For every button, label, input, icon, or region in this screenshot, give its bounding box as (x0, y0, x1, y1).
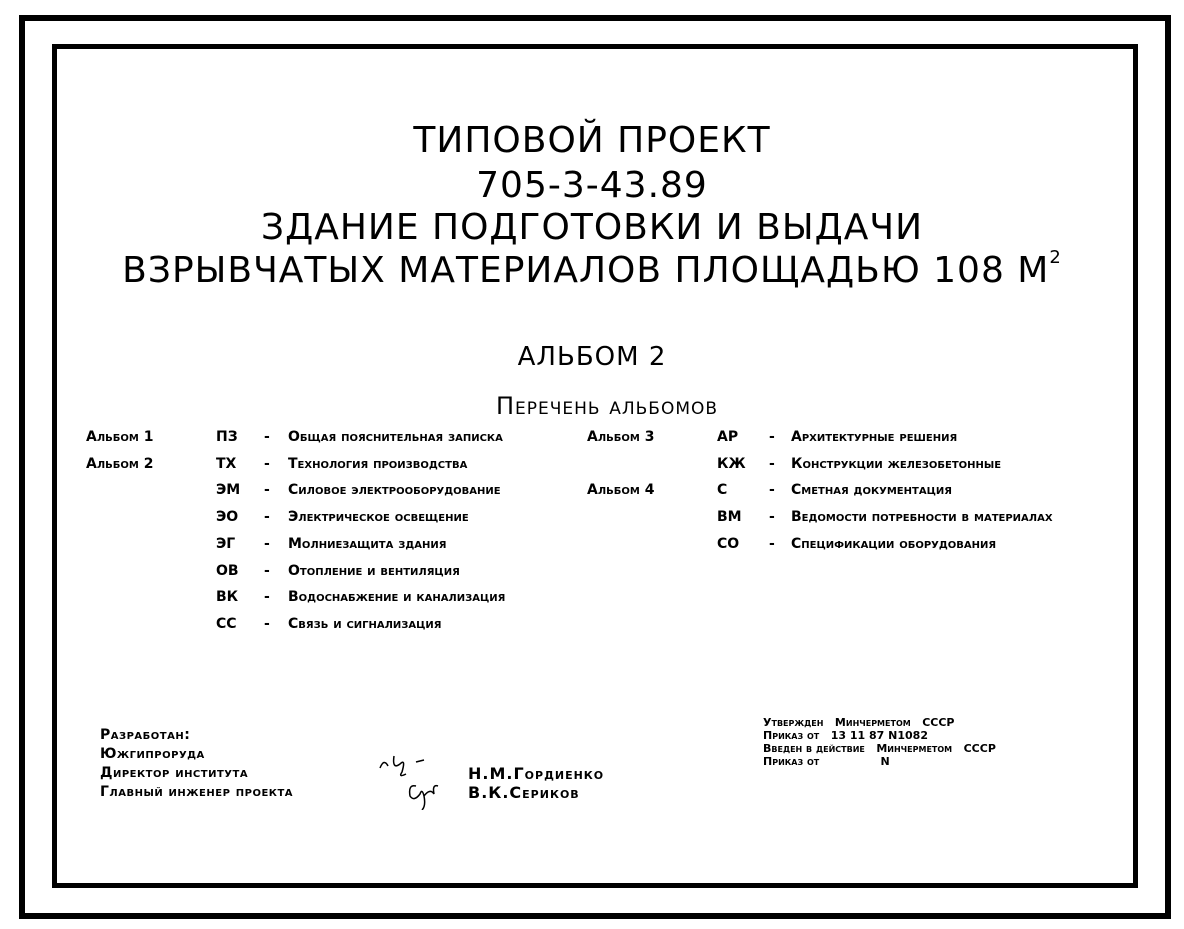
developer-heading: Разработан: (100, 727, 191, 743)
approval-line2: Приказ от 13 11 87 N1082 (763, 729, 928, 742)
list-code: С (717, 482, 728, 499)
list-description: Технология производства (288, 455, 468, 472)
signature-director (380, 756, 424, 776)
title-building-line2 (0, 247, 1184, 291)
list-dash: - (264, 509, 270, 526)
developer-block (100, 726, 293, 802)
list-dash: - (264, 615, 270, 632)
signature-engineer (410, 786, 438, 810)
list-description: Молниезащита здания (288, 535, 447, 552)
list-description: Архитектурные решения (791, 429, 958, 445)
director-name: Н.М.Гордиенко (468, 764, 605, 783)
title-project-type: ТИПОВОЙ ПРОЕКТ (413, 120, 771, 161)
list-dash: - (769, 509, 775, 526)
list-description: Силовое электрооборудование (288, 482, 501, 499)
list-dash: - (769, 535, 775, 552)
list-album-label: Альбом 4 (587, 482, 655, 499)
list-code: СС (216, 615, 237, 632)
developer-chief-engineer-title: Главный инженер проекта (100, 784, 294, 800)
list-description: Электрическое освещение (288, 509, 469, 526)
developer-org: Южгипроруда (100, 746, 205, 762)
list-album-label: Альбом 3 (587, 429, 655, 445)
list-code: КЖ (717, 455, 746, 472)
list-code: ЭМ (216, 482, 241, 499)
title-building-line2-text: ВЗРЫВЧАТЫХ МАТЕРИАЛОВ ПЛОЩАДЬЮ 108 М (122, 250, 1050, 291)
list-code: ОВ (216, 562, 239, 579)
list-description: Конструкции железобетонные (791, 455, 1002, 472)
approval-block (763, 716, 996, 768)
list-dash: - (264, 482, 270, 499)
signatures-image (372, 748, 452, 810)
album-label: АЛЬБОМ 2 (517, 342, 667, 372)
list-heading: Перечень альбомов (495, 392, 719, 420)
list-dash: - (264, 589, 270, 606)
list-dash: - (769, 482, 775, 499)
list-description: Отопление и вентиляция (288, 562, 460, 579)
list-description: Спецификации оборудования (791, 535, 997, 552)
list-code: ЭГ (216, 535, 236, 552)
list-description: Общая пояснительная записка (288, 429, 503, 445)
list-description: Ведомости потребности в материалах (791, 509, 1053, 526)
list-album-label: Альбом 1 (86, 429, 154, 445)
developer-names (468, 764, 604, 802)
list-description: Связь и сигнализация (288, 615, 442, 632)
approval-line1: Утвержден Минчерметом СССР (763, 716, 955, 729)
list-code: ЭО (216, 509, 239, 526)
list-dash: - (769, 455, 775, 472)
title-superscript: 2 (1049, 247, 1062, 268)
list-code: ПЗ (216, 429, 238, 445)
list-dash: - (264, 535, 270, 552)
list-dash: - (264, 562, 270, 579)
approval-line3: Введен в действие Минчерметом СССР (763, 742, 996, 755)
list-description: Сметная документация (791, 482, 952, 499)
list-dash: - (264, 429, 270, 445)
list-album-label: Альбом 2 (86, 455, 154, 472)
list-dash: - (769, 429, 775, 445)
approval-line4: Приказ от N (763, 755, 890, 768)
chief-engineer-name: В.К.Сериков (468, 783, 580, 802)
title-project-number: 705-3-43.89 (476, 165, 708, 206)
list-code: ВК (216, 589, 239, 606)
list-code: ТХ (216, 455, 237, 472)
developer-director-title: Директор института (100, 765, 249, 781)
list-description: Водоснабжение и канализация (288, 589, 506, 606)
list-code: ВМ (717, 509, 742, 526)
title-building-line1: ЗДАНИЕ ПОДГОТОВКИ И ВЫДАЧИ (261, 207, 923, 248)
list-dash: - (264, 455, 270, 472)
list-code: АР (717, 429, 739, 445)
list-code: СО (717, 535, 740, 552)
